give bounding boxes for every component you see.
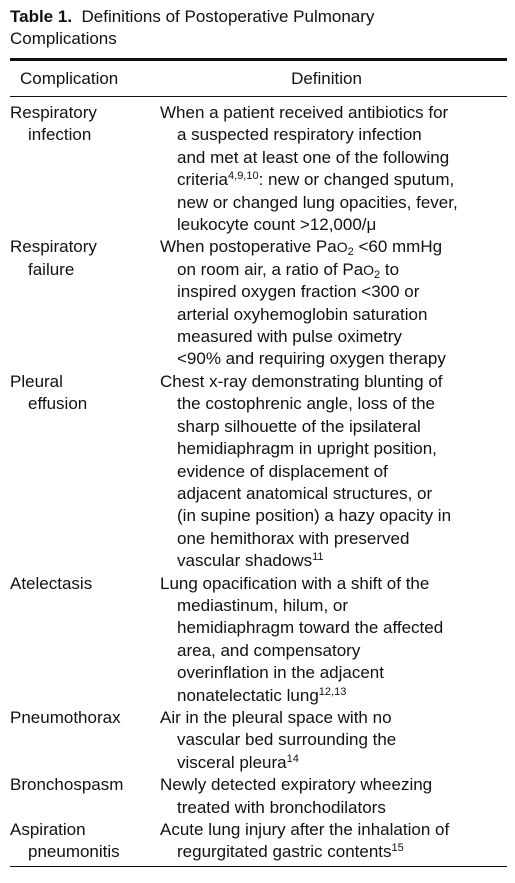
complication-cell [10,774,160,819]
definition-line: mediastinum, hilum, or [177,595,349,615]
definition-line: <90% and requiring oxygen therapy [177,349,446,369]
definition-cell [160,371,507,573]
definition-cell [160,573,507,707]
definition-line: inspired oxygen fraction <300 or [177,282,420,302]
definition-line: treated with bronchodilators [177,797,386,817]
caption-line-1 [10,6,507,28]
complication-text: infection [28,125,92,145]
definition-line: and met at least one of the following [177,147,450,167]
complication-text: failure [28,259,75,279]
complication-cell [10,573,160,707]
definition-line: hemidiaphragm toward the affected [177,618,444,638]
definition-line [160,550,507,572]
definition-line [160,259,507,281]
bottom-rule [10,866,507,867]
definition-text: visceral pleura [177,752,287,772]
definition-cell [160,236,507,370]
definition-line: leukocyte count >12,000/μ [177,215,377,235]
table-title-line-2: Complications [10,29,117,48]
small-caps-text: O [336,239,348,256]
definition-line: sharp silhouette of the ipsilateral [177,416,421,436]
definition-line: a suspected respiratory infection [177,125,422,145]
complication-text: Atelectasis [10,573,93,593]
definition-line: Newly detected expiratory wheezing [160,775,433,795]
definition-cell [160,102,507,236]
definition-line: When a patient received antibiotics for [160,103,449,122]
complication-cell [10,236,160,370]
reference-superscript: 11 [312,551,324,564]
definition-line: evidence of displacement of [177,461,388,481]
table-caption [10,6,507,50]
subscript: 2 [347,246,354,259]
definition-line: Chest x-ray demonstrating blunting of [160,371,443,391]
complication-text: Respiratory [10,237,97,257]
definition-text: nonatelectatic lung [177,685,319,705]
complication-text: Pneumothorax [10,707,121,727]
definition-cell [160,707,507,774]
definition-line: vascular bed surrounding the [177,730,397,750]
reference-superscript: 4,9,10 [228,170,259,183]
definition-line: the costophrenic angle, loss of the [177,394,435,414]
complication-cell [10,102,160,236]
column-header-definition: Definition [291,69,362,88]
definition-text: on room air, a ratio of Pa [177,259,364,279]
definition-text: to [380,259,400,279]
table-row [10,102,507,236]
table-row [10,707,507,774]
complication-cell [10,819,160,864]
definition-line [160,169,507,191]
table-row [10,774,507,819]
definition-cell [160,774,507,819]
definition-text: regurgitated gastric contents [177,842,392,862]
definition-line [160,752,507,774]
definition-line [160,841,507,863]
definition-line [160,685,507,707]
definition-line: measured with pulse oximetry [177,327,402,347]
complication-cell [10,707,160,774]
table-row [10,819,507,864]
complication-text: Pleural [10,371,63,391]
definition-line: adjacent anatomical structures, or [177,483,433,503]
definition-line: one hemithorax with preserved [177,528,410,548]
complication-text: Bronchospasm [10,775,124,795]
definition-line: Lung opacification with a shift of the [160,573,430,593]
definition-cell [160,819,507,864]
definition-text: criteria [177,170,229,190]
small-caps-text: O [363,261,375,278]
subscript: 2 [374,268,381,281]
definition-line: area, and compensatory [177,640,361,660]
complication-text: Aspiration [10,820,86,839]
definition-text: vascular shadows [177,551,313,571]
definition-line: new or changed lung opacities, fever, [177,192,458,212]
table-row [10,573,507,707]
definition-text: <60 mmHg [353,237,443,257]
definition-text: When postoperative Pa [160,237,337,257]
complication-text: pneumonitis [28,842,120,862]
definition-line [160,236,507,258]
definition-text: : new or changed sputum, [258,170,455,190]
complication-text: Respiratory [10,103,97,122]
reference-superscript: 14 [286,752,299,765]
definition-line: (in supine position) a hazy opacity in [177,506,452,526]
table-row [10,371,507,573]
table-body [10,97,507,864]
table-label: Table 1. [10,7,73,26]
reference-superscript: 15 [391,842,404,855]
definition-line: hemidiaphragm in upright position, [177,439,437,459]
definition-line: overinflation in the adjacent [177,663,384,683]
complication-cell [10,371,160,573]
definition-line: arterial oxyhemoglobin saturation [177,304,428,324]
definition-line: Acute lung injury after the inhalation of [160,820,450,839]
column-header-complication: Complication [20,69,119,88]
table-row [10,236,507,370]
table-title-line-1: Definitions of Postoperative Pulmonary [81,7,375,26]
complication-text: effusion [28,394,88,414]
definition-line: Air in the pleural space with no [160,707,392,727]
reference-superscript: 12,13 [318,685,347,698]
table-header [10,61,507,96]
